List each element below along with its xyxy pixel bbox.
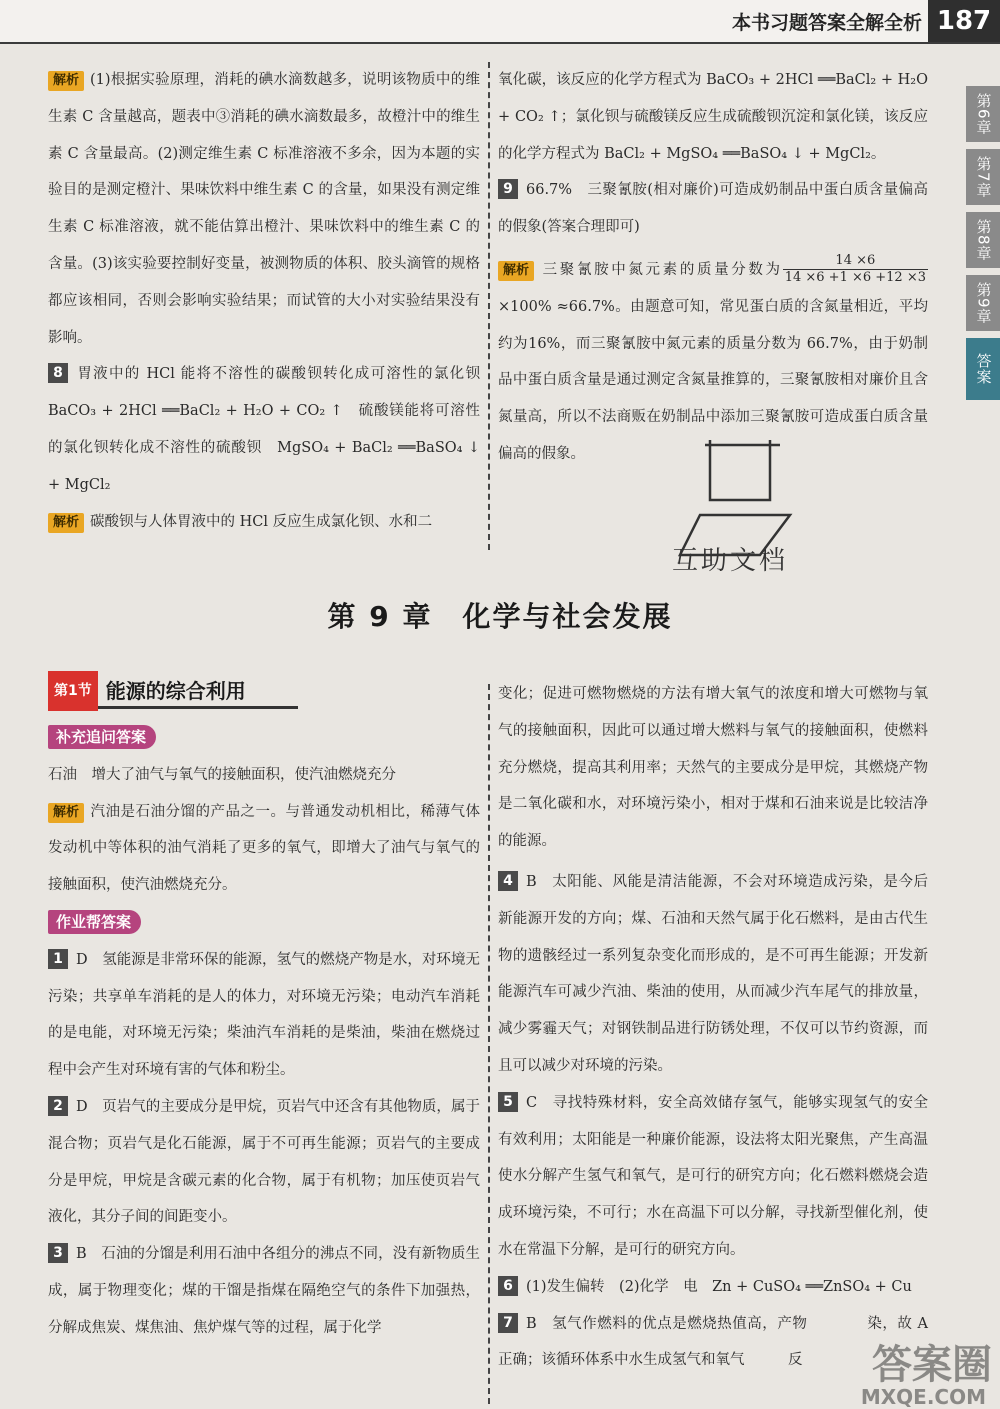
analysis-tag: 解析: [48, 513, 84, 533]
section-name: 能源的综合利用: [105, 678, 246, 703]
question-number: 7: [498, 1313, 518, 1333]
question-3: 3 B 石油的分馏是利用石油中各组分的沸点不同，没有新物质生成，属于物理变化；煤的干馏是指煤在隔绝空气的条件下加强热，分解成焦炭、煤焦油、焦炉煤气等的过程，属于化学: [48, 1245, 480, 1336]
continued-paragraph: 氧化碳，该反应的化学方程式为 BaCO₃ + 2HCl ══BaCl₂ + H₂O + CO₂ ↑；氯化钡与硫酸镁反应生成硫酸钡沉淀和氯化镁，该反应的化学方程式为 BaCl₂ + MgSO₄ ══BaSO₄ ↓ + MgCl₂。: [498, 72, 928, 162]
top-left-column: [48, 62, 495, 540]
tab-chapter-9[interactable]: 第9章: [966, 275, 1000, 331]
question-8: 8 胃液中的 HCl 能将不溶性的碳酸钡转化成可溶性的氯化钡 BaCO₃ + 2HCl ══BaCl₂ + H₂O + CO₂ ↑ 硫酸镁能将可溶性的氯化钡转化成不溶性的硫酸钡 MgSO₄ + BaCl₂ ══BaSO₄ ↓ + MgCl₂: [48, 365, 495, 493]
question-number: 5: [498, 1092, 518, 1112]
question-9: 9 66.7% 三聚氰胺(相对廉价)可造成奶制品中蛋白质含量偏高的假象(答案合理即可): [498, 181, 928, 236]
question-number: 8: [48, 363, 68, 383]
question-7: 7 B 氢气作燃料的优点是燃烧热值高，产物 染，故 A 正确；该循环体系中水生成氢气和氧气 反: [498, 1314, 928, 1369]
column-divider: [488, 62, 490, 550]
bottom-right-column: [498, 676, 928, 1379]
question-4: 4 B 太阳能、风能是清洁能源，不会对环境造成污染，是今后新能源开发的方向；煤、石油和天然气属于化石燃料，是由古代生物的遗骸经过一系列复杂变化而形成的，是不可再生能源；开发新能源汽车可减少汽油、柴油的使用，从而减少汽车尾气的排放量，减少雾霾天气；对钢铁制品进行防锈处理，不仅可以节约资源，而且可以减少对环境的污染。: [498, 872, 928, 1074]
fraction: $\frac{14 \times 6}{14 \times 6 +1 \times 6 +12 \times 3}$: [784, 253, 926, 286]
tab-answers[interactable]: 答案: [966, 338, 1000, 400]
analysis-paragraph: 解析 三聚氰胺中氮元素的质量分数为 $\frac{14 \times 6}{14 \times 6 +1 \times 6 +12 \times 3}$ ×100% ≈66.7%。由题意可知，常见蛋白质的含氮量相近，平均约为16%，而三聚氰胺中氮元素的质量分数为 66.7%，由于奶制品中蛋白质含量是通过测定含氮量推算的，三聚氰胺相对廉价且含氮量高，所以不法商贩在奶制品中添加三聚氰胺可造成蛋白质含量偏高的假象。: [498, 253, 928, 462]
tab-chapter-8[interactable]: 第8章: [966, 212, 1000, 268]
subheading-supplement: 补充追问答案: [48, 725, 156, 749]
tab-chapter-7[interactable]: 第7章: [966, 149, 1000, 205]
bottom-left-column: [48, 676, 480, 1347]
analysis-paragraph: 解析 碳酸钡与人体胃液中的 HCl 反应生成氯化钡、水和二: [48, 504, 480, 541]
analysis-paragraph: 解析 (1)根据实验原理，消耗的碘水滴数越多，说明该物质中的维生素 C 含量越高，题表中③消耗的碘水滴数最多，故橙汁中的维生素 C 含量最高。(2)测定维生素 C 标准溶液不多余，因为本题的实验目的是测定橙汁、果味饮料中维生素 C 的含量，如果没有测定维生素 C 标准溶液，就不能估算出橙汁、果味饮料中的维生素 C 的含量。(3)该实验要控制好变量，被测物质的体积、胶头滴管的规格都应该相同，否则会影响实验结果；而试管的大小对实验结果没有影响。: [48, 72, 480, 346]
analysis-tag: 解析: [48, 71, 84, 91]
question-number: 4: [498, 871, 518, 891]
column-divider: [488, 684, 490, 1404]
chapter-title: 第 9 章 化学与社会发展: [327, 600, 673, 633]
subheading-homework: 作业帮答案: [48, 910, 141, 934]
page-header: [0, 0, 1000, 44]
analysis-tag: 解析: [498, 261, 534, 281]
section-heading: [48, 676, 298, 709]
book-title: 本书习题答案全解全析: [731, 12, 922, 34]
question-1: 1 D 氢能源是非常环保的能源，氢气的燃烧产物是水，对环境无污染；共享单车消耗的是人的体力，对环境无污染；电动汽车消耗的是电能，对环境无污染；柴油汽车消耗的是柴油，柴油在燃烧过程中会产生对环境有害的气体和粉尘。: [48, 950, 480, 1079]
stamp-text: 互助文档: [672, 546, 789, 576]
supplement-answer: 石油 增大了油气与氧气的接触面积，使汽油燃烧充分: [48, 766, 396, 783]
section-tag: 第1节: [48, 671, 98, 712]
question-6: 6 (1)发生偏转 (2)化学 电 Zn + CuSO₄ ══ZnSO₄ + Cu: [498, 1269, 928, 1306]
question-5: 5 C 寻找特殊材料，安全高效储存氢气，能够实现氢气的安全有效利用；太阳能是一种廉价能源，设法将太阳光聚焦，产生高温使水分解产生氢气和氧气，是可行的研究方向；化石燃料燃烧会造成环境污染，不可行；水在高温下可以分解，寻找新型催化剂，使水在常温下分解，是可行的研究方向。: [498, 1093, 928, 1258]
page-number: 187: [928, 0, 1000, 42]
analysis-tag: 解析: [48, 803, 84, 823]
watermark-url: MXQE.COM: [860, 1385, 986, 1409]
continued-paragraph: 变化；促进可燃物燃烧的方法有增大氧气的浓度和增大可燃物与氧气的接触面积，因此可以通过增大燃料与氧气的接触面积，使燃料充分燃烧，提高其利用率；天然气的主要成分是甲烷，其燃烧产物是二氧化碳和水，对环境污染小，相对于煤和石油来说是比较洁净的能源。: [498, 686, 928, 850]
watermark-logo: 答案圈: [872, 1342, 992, 1388]
question-number: 3: [48, 1243, 68, 1263]
question-number: 2: [48, 1096, 68, 1116]
chapter-tabs: [966, 86, 1000, 407]
question-number: 9: [498, 179, 518, 199]
top-right-column: [498, 62, 928, 473]
question-number: 1: [48, 949, 68, 969]
question-2: 2 D 页岩气的主要成分是甲烷，页岩气中还含有其他物质，属于混合物；页岩气是化石能源，属于不可再生能源；页岩气的主要成分是甲烷，甲烷是含碳元素的化合物，属于有机物；加压使页岩气液化，其分子间的间距变小。: [48, 1097, 480, 1226]
question-number: 6: [498, 1276, 518, 1296]
tab-chapter-6[interactable]: 第6章: [966, 86, 1000, 142]
analysis-paragraph: 解析 汽油是石油分馏的产品之一。与普通发动机相比，稀薄气体发动机中等体积的油气消耗了更多的氧气，即增大了油气与氧气的接触面积，使汽油燃烧充分。: [48, 803, 480, 894]
